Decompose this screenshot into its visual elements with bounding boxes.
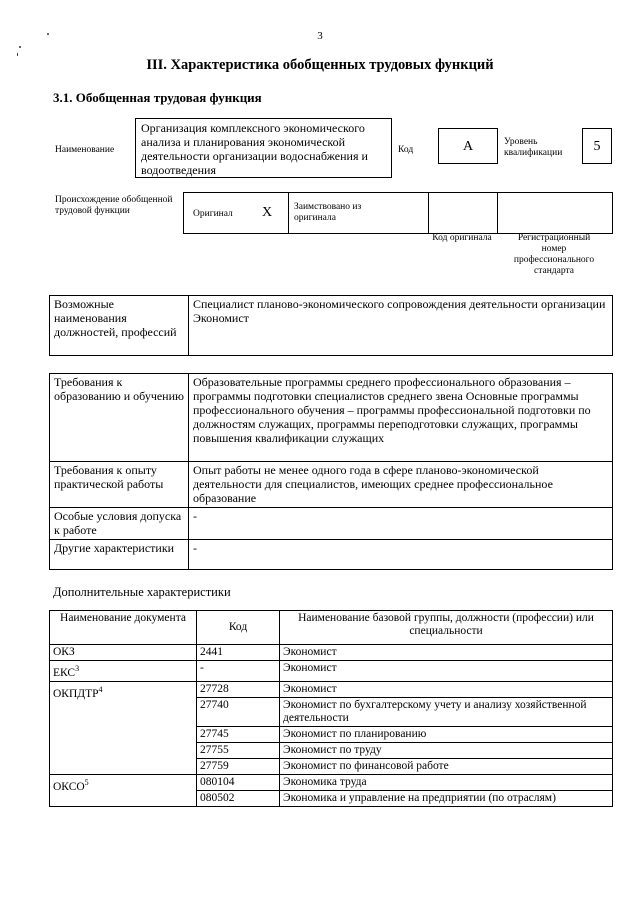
code-cell: 080104 [197,774,280,790]
req-special-value: - [189,508,613,540]
group-name-cell: Экономист [280,661,613,682]
doc-name: ОКСО [53,780,85,793]
name-label: Наименование [55,145,115,155]
doc-cell [50,681,197,774]
code-cell: 2441 [197,645,280,661]
scan-speck [17,53,18,56]
code-value: А [438,128,498,164]
group-name-cell: Экономика труда [280,774,613,790]
header-code: Код [197,611,280,645]
original-mark: X [262,205,273,220]
possible-name-line: Специалист планово-экономического сопровождения деятельности организации [193,297,606,311]
req-special-label: Особые условия допуска к работе [50,508,189,540]
level-label: Уровень квалификации [504,137,563,158]
doc-cell [50,645,197,661]
code-cell: 27740 [197,697,280,726]
page-number: 3 [317,30,323,42]
possible-names-label: Возможные наименования должностей, профессий [50,296,189,356]
code-original-caption: Код оригинала [432,233,492,243]
code-label: Код [398,145,414,155]
origin-box [183,192,613,234]
header-document: Наименование документа [50,611,197,645]
req-education-label: Требования к образованию и обучению [50,374,189,462]
group-name-cell: Экономист [280,645,613,661]
code-cell: 27728 [197,681,280,697]
footnote-ref: 4 [98,684,103,694]
group-name-cell: Экономист по планированию [280,726,613,742]
header-group-name: Наименование базовой группы, должности (профессии) или специальности [280,611,613,645]
req-other-value: - [189,540,613,570]
code-cell: - [197,661,280,682]
doc-name: ОКЗ [53,646,75,658]
group-name-cell: Экономист [280,681,613,697]
name-value: Организация комплексного экономического анализа и планирования экономической деятельности организации водоснабжения и водоотведения [135,118,392,178]
req-other-label: Другие характеристики [50,540,189,570]
group-name-cell: Экономист по труду [280,742,613,758]
requirements-table [49,373,613,570]
doc-name: ОКПДТР [53,687,99,700]
additional-table [49,610,613,807]
additional-heading: Дополнительные характеристики [53,585,231,599]
group-name-cell: Экономист по бухгалтерскому учету и анализу хозяйственной деятельности [280,697,613,726]
footnote-ref: 5 [84,777,89,787]
footnote-ref: 3 [75,664,80,673]
req-education-value: Образовательные программы среднего профессионального образования – программы подготовки специалистов среднего звена Основные программы профессионального обучения – программы профессиональной подготовки по должностям служащих, программы переподготовки служащих, программы повышения квалификации служащих [189,374,613,462]
doc-name: ЕКС [53,666,76,679]
scan-speck [19,46,21,48]
borrowed-label: Заимствовано из оригинала [294,202,362,223]
possible-name-line: Экономист [193,311,249,325]
subsection-title: 3.1. Обобщенная трудовая функция [53,90,262,105]
section-title: III. Характеристика обобщенных трудовых функций [146,57,494,73]
req-experience-label: Требования к опыту практической работы [50,462,189,508]
code-cell: 27759 [197,758,280,774]
original-label: Оригинал [193,209,233,219]
possible-names-table [49,295,613,356]
group-name-cell: Экономист по финансовой работе [280,758,613,774]
reg-number-caption: Регистрационный номер профессионального стандарта [513,233,595,276]
req-experience-value: Опыт работы не менее одного года в сфере планово-экономической деятельности для специалистов, имеющих среднее профессиональное образование [189,462,613,508]
level-value: 5 [582,128,612,164]
group-name-cell: Экономика и управление на предприятии (по отраслям) [280,790,613,806]
code-cell: 080502 [197,790,280,806]
doc-cell [50,774,197,806]
code-cell: 27755 [197,742,280,758]
possible-names-value [189,296,613,356]
origin-label: Происхождение обобщенной трудовой функции [55,195,173,216]
code-cell: 27745 [197,726,280,742]
doc-cell [50,661,197,682]
